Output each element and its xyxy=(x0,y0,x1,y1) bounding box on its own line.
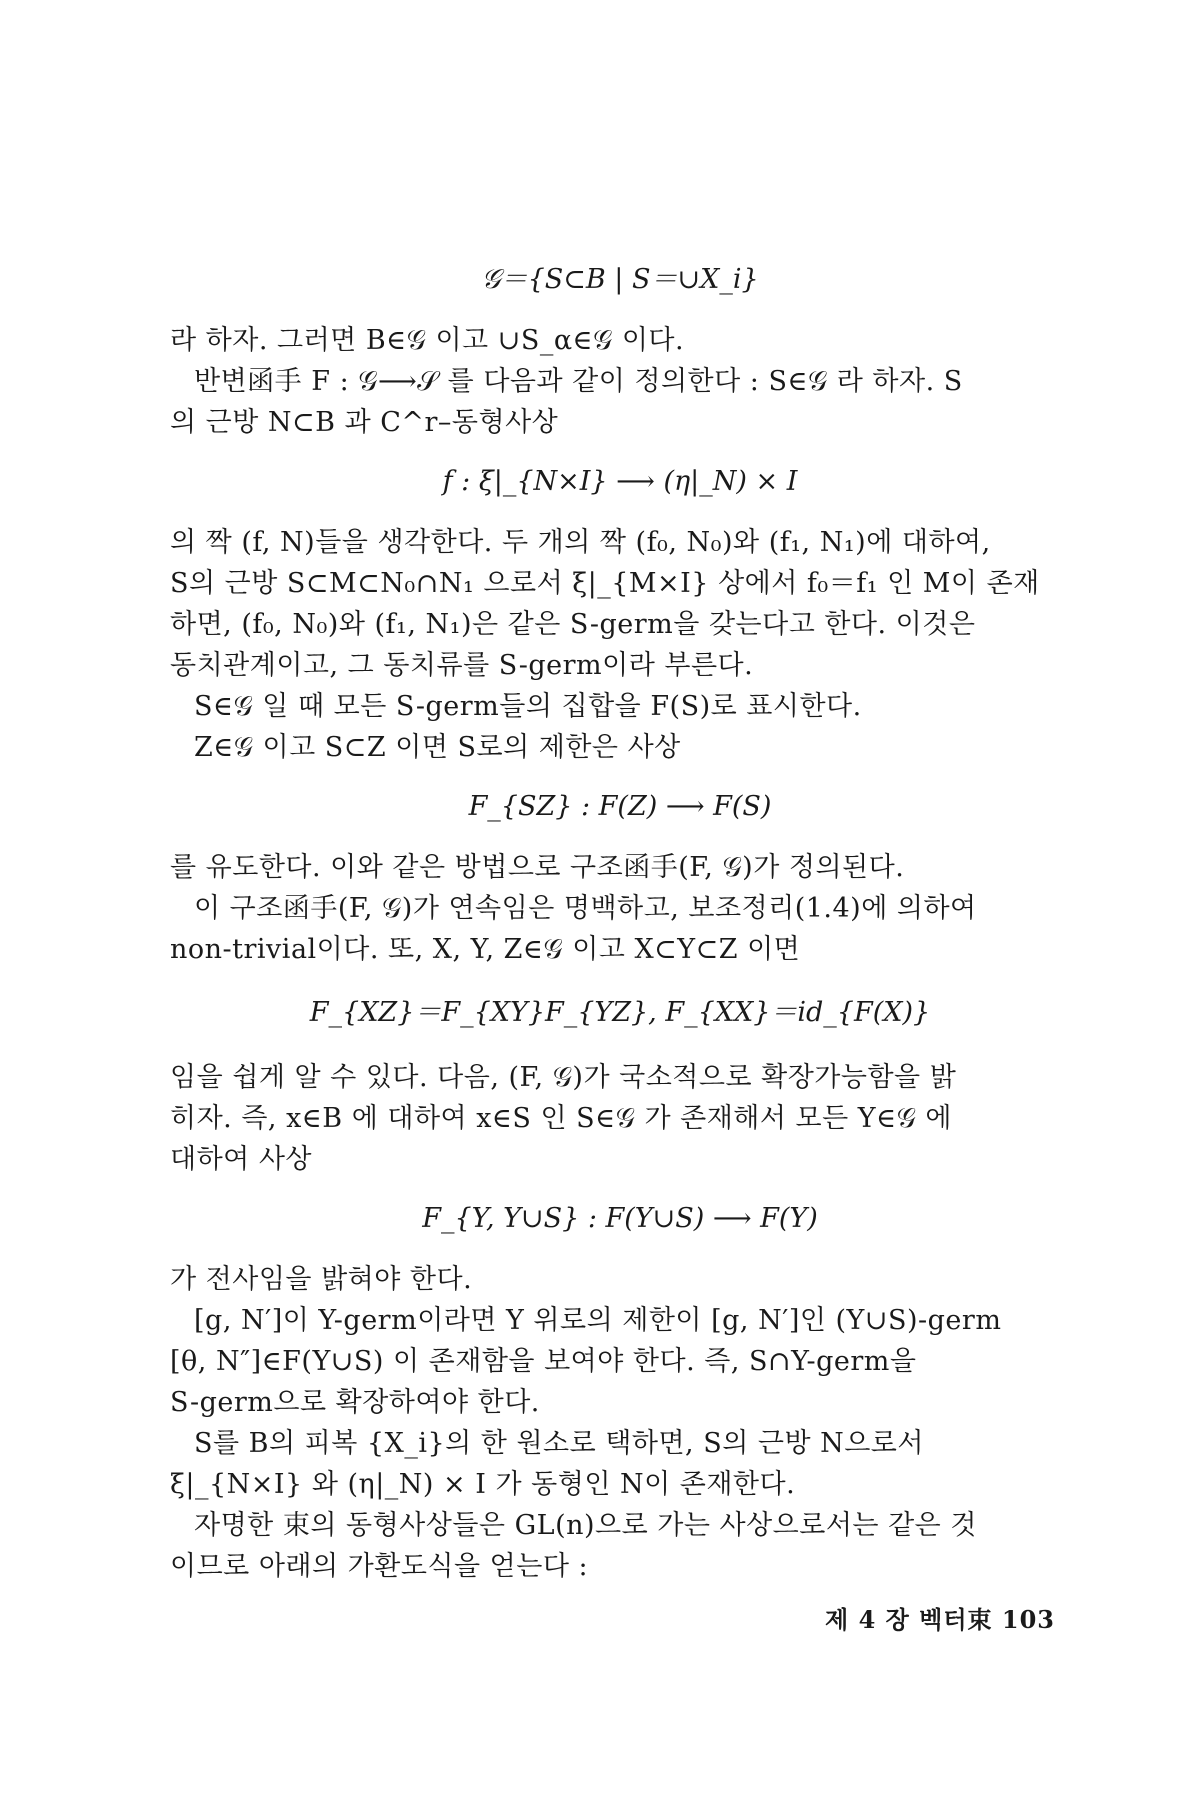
equation-restriction-map: F_{SZ} : F(Z) ⟶ F(S) xyxy=(468,791,772,822)
equation-map-f: f : ξ|_{N×I} ⟶ (η|_N) × I xyxy=(442,466,798,497)
text-line: 가 전사임을 밝혀야 한다. xyxy=(170,1264,473,1295)
text-line: 의 근방 N⊂B 과 C^r–동형사상 xyxy=(170,407,559,438)
text-line: [θ, N″]∈F(Y∪S) 이 존재함을 보여야 한다. 즉, S∩Y-germ을 xyxy=(170,1346,917,1377)
text-line: 임을 쉽게 알 수 있다. 다음, (F, 𝒢)가 국소적으로 확장가능함을 밝 xyxy=(170,1062,957,1093)
text-line: Z∈𝒢 이고 S⊂Z 이면 S로의 제한은 사상 xyxy=(194,732,681,763)
body-text xyxy=(170,240,1070,1589)
text-line: S∈𝒢 일 때 모든 S-germ들의 집합을 F(S)로 표시한다. xyxy=(194,691,862,722)
text-line: 라 하자. 그러면 B∈𝒢 이고 ∪S_α∈𝒢 이다. xyxy=(170,325,685,356)
page-footer: 제 4 장 벡터束 103 xyxy=(825,1605,1055,1634)
text-line: 히자. 즉, x∈B 에 대하여 x∈S 인 S∈𝒢 가 존재해서 모든 Y∈𝒢 에 xyxy=(170,1103,952,1134)
text-line: 자명한 束의 동형사상들은 GL(n)으로 가는 사상으로서는 같은 것 xyxy=(194,1510,977,1541)
equation-set-definition: 𝒢＝{S⊂B | S＝∪X_i} xyxy=(481,264,759,295)
equation-composition: F_{XZ}＝F_{XY}F_{YZ}, F_{XX}＝id_{F(X)} xyxy=(309,997,931,1028)
text-line: S의 근방 S⊂M⊂N₀∩N₁ 으로서 ξ|_{M×I} 상에서 f₀＝f₁ 인 M이 존재 xyxy=(170,568,1040,599)
text-line: 를 유도한다. 이와 같은 방법으로 구조函手(F, 𝒢)가 정의된다. xyxy=(170,852,905,883)
text-line: 이므로 아래의 가환도식을 얻는다 : xyxy=(170,1551,589,1582)
text-line: 하면, (f₀, N₀)와 (f₁, N₁)은 같은 S-germ을 갖는다고 한다. 이것은 xyxy=(170,609,976,640)
text-line: 의 짝 (f, N)들을 생각한다. 두 개의 짝 (f₀, N₀)와 (f₁, N₁)에 대하여, xyxy=(170,527,991,558)
equation-surjection: F_{Y, Y∪S} : F(Y∪S) ⟶ F(Y) xyxy=(422,1203,818,1234)
text-line: S-germ으로 확장하여야 한다. xyxy=(170,1387,540,1418)
text-line: ξ|_{N×I} 와 (η|_N) × I 가 동형인 N이 존재한다. xyxy=(170,1469,796,1500)
text-line: 이 구조函手(F, 𝒢)가 연속임은 명백하고, 보조정리(1.4)에 의하여 xyxy=(194,893,977,924)
text-line: 반변函手 F : 𝒢⟶𝒮 를 다음과 같이 정의한다 : S∈𝒢 라 하자. S xyxy=(194,366,963,397)
text-line: S를 B의 피복 {X_i}의 한 원소로 택하면, S의 근방 N으로서 xyxy=(194,1428,924,1459)
text-line: 동치관계이고, 그 동치류를 S-germ이라 부른다. xyxy=(170,650,754,681)
text-line: 대하여 사상 xyxy=(170,1144,312,1175)
text-line: non-trivial이다. 또, X, Y, Z∈𝒢 이고 X⊂Y⊂Z 이면 xyxy=(170,934,801,965)
text-line: [g, N′]이 Y-germ이라면 Y 위로의 제한이 [g, N′]인 (Y∪S)-germ xyxy=(194,1305,1002,1336)
